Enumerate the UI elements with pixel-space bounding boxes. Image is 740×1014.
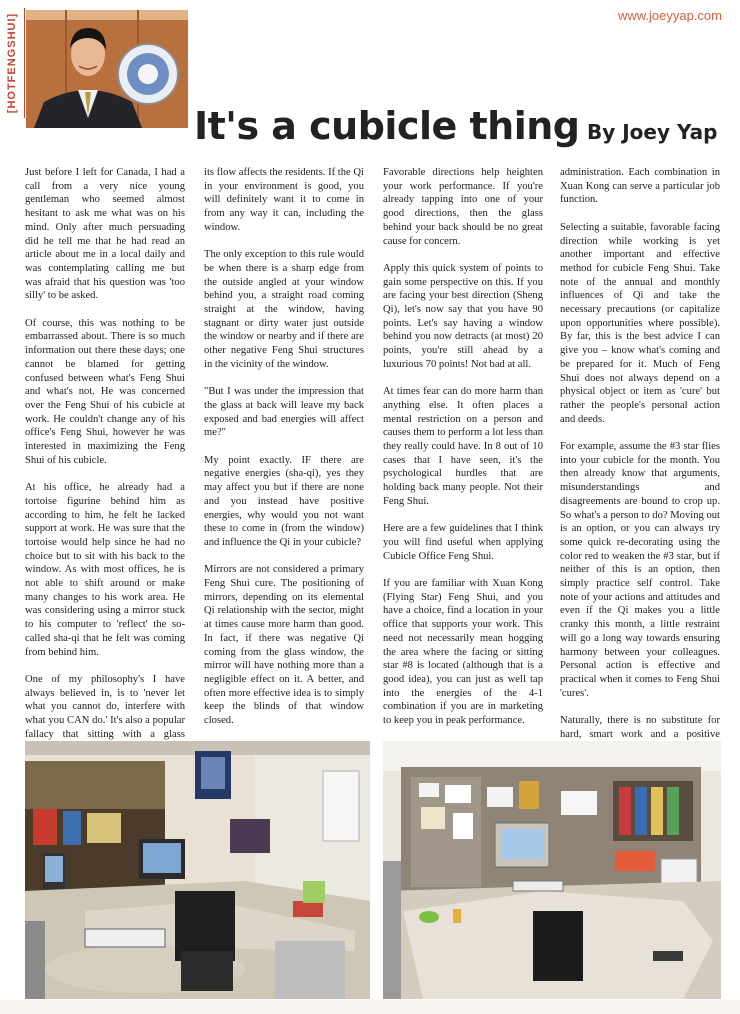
article-column-3 [383,166,543,736]
paragraph: its flow affects the residents. If the Qi in your environment is good, you will definitely want it to come in from any way it can, including the window. [204,167,364,233]
paragraph: The only exception to this rule would be when there is a sharp edge from the outside angled at your window behind you, a straight road coming straight at the window, having stagnant or dirty water just outside the window or nearby and if there are other negative Feng Shui structures in the vicinity of the window. [204,249,364,370]
paragraph: My point exactly. IF there are negative energies (sha-qi), yes they may affect you but if there are none and you instead have positive energies, why would you not want these to come in (from the window) and influence the Qi in your cubicle? [204,454,364,548]
paragraph: Just before I left for Canada, I had a call from a very nice young gentleman who seemed almost hesitant to ask me what was on his mind. Only after much persuading did he tell me that he had read an article about me in a local daily and was contemplating calling me but was afraid that his question was 'too silly' to be asked. [25,167,185,302]
cubicle-photo-left [25,741,370,999]
article-column-2 [204,166,364,736]
page-bottom-strip [0,1000,740,1014]
paragraph: Of course, this was nothing to be embarrassed about. There is so much information out there these days; one cannot be blamed for getting confused between what's Feng Shui and what's not. He was concerned over the Feng Shui of his cubicle at work. He couldn't change any of his office's Feng Shui, however he was interested in maximizing the Feng Shui of his cubicle. [25,317,185,466]
paragraph: administration. Each combination in Xuan Kong can serve a particular job function. [560,167,720,206]
website-url: www.joeyyap.com [617,8,722,23]
paragraph: Apply this quick system of points to gain some perspective on this. If you are facing your best direction (Sheng Qi), let's now say that you have 90 points. Let's say having a window behind you now detracts (at most) 20 points, you're still ahead by a luxurious 70 points! Not bad at all. [383,262,543,370]
author-portrait [26,10,188,128]
cubicle-photo-right-illustration [383,741,721,999]
paragraph: If you are familiar with Xuan Kong (Flying Star) Feng Shui, and you have a choice, find a location in your office that supports your work. This need not necessarily mean hogging the area where the facing or sitting star #8 is located (although that is a good idea), you can just as well tap into the energies of the 4-1 combination if you are in marketing to keep you in peak performance. [383,578,543,727]
paragraph: "But I was under the impression that the glass at back will leave my back exposed and bad energies will affect me?" [204,386,364,439]
paragraph: At times fear can do more harm than anything else. It often places a mental restriction on a person and causes them to perform a lot less than they really could have. In 8 out of 10 cases that I have seen, it's the psychological hurdles that are holding back many people. Not their Feng Shui. [383,386,543,507]
paragraph: Favorable directions help heighten your work performance. If you're already tapping into one of your good directions, then the glass behind your back should be no great cause for concern. [383,167,543,247]
author-portrait-illustration [26,10,188,128]
paragraph: Here are a few guidelines that I think you will find useful when applying Cubicle Office Feng Shui. [383,523,543,562]
paragraph: Mirrors are not considered a primary Feng Shui cure. The positioning of mirrors, depending on its elemental Qi relationship with the sector, might at times cause more harm than good. In fact, if there was negative Qi coming from the glass window, the mirror will have nothing more than a negligible effect on it. A better, and often more effective idea is to simply keep the blinds of that window closed. [204,564,364,727]
paragraph: At his office, he already had a tortoise figurine behind him as according to him, he felt he lacked support at work. He was sure that the tortoise would help since he had no choice but to sit with his back to the window. As with most offices, he is not able to shift around or make many changes to his work area. He was considering using a mirror stuck to his computer to 'reflect' the so-called sha-qi that he felt was coming from behind him. [25,482,185,658]
paragraph: Naturally, there is no substitute for hard, smart work and a positive [560,715,720,740]
article-byline: By Joey Yap [587,120,718,144]
article-title: It's a cubicle thing [194,104,580,148]
section-tag [0,8,25,118]
paragraph: For example, assume the #3 star flies into your cubicle for the month. You then already know that arguments, misunderstandings and disagreements are bound to crop up. So what's a person to do? Moving out is an option, or you can always try some quick re-decorating using the color red to weaken the #3 star, but if neither of this is an option, then simply practice self control. Take note of your actions and attitudes and even if the Qi makes you a little cranky this month, a little restraint will go a long way towards ensuring harmony between your colleagues. Personal action is effective and practical when it comes to Feng Shui 'cures'. [560,441,720,699]
article-column-4 [560,166,720,740]
paragraph: One of my philosophy's I have always believed in, is to 'never let what you cannot do, interfere with what you CAN do.' It's also a popular fallacy that sitting with a glass [25,673,185,740]
cubicle-photo-left-illustration [25,741,370,999]
cubicle-photo-right [383,741,721,999]
paragraph: Selecting a suitable, favorable facing direction while working is yet another important and effective method for cubicle Feng Shui. Take note of the annual and monthly influences of Qi and take the necessary precautions (or capitalize upon opportunities where possible). By far, this is the best advice I can give you – know what's coming and be prepared for it. Much of Feng Shui does not always depend on a physical object or item as 'cure' but rather the people's personal action and deeds. [560,221,720,425]
article-column-1 [25,166,185,740]
section-tag-label: [HOTFENGSHUI] [6,12,18,114]
